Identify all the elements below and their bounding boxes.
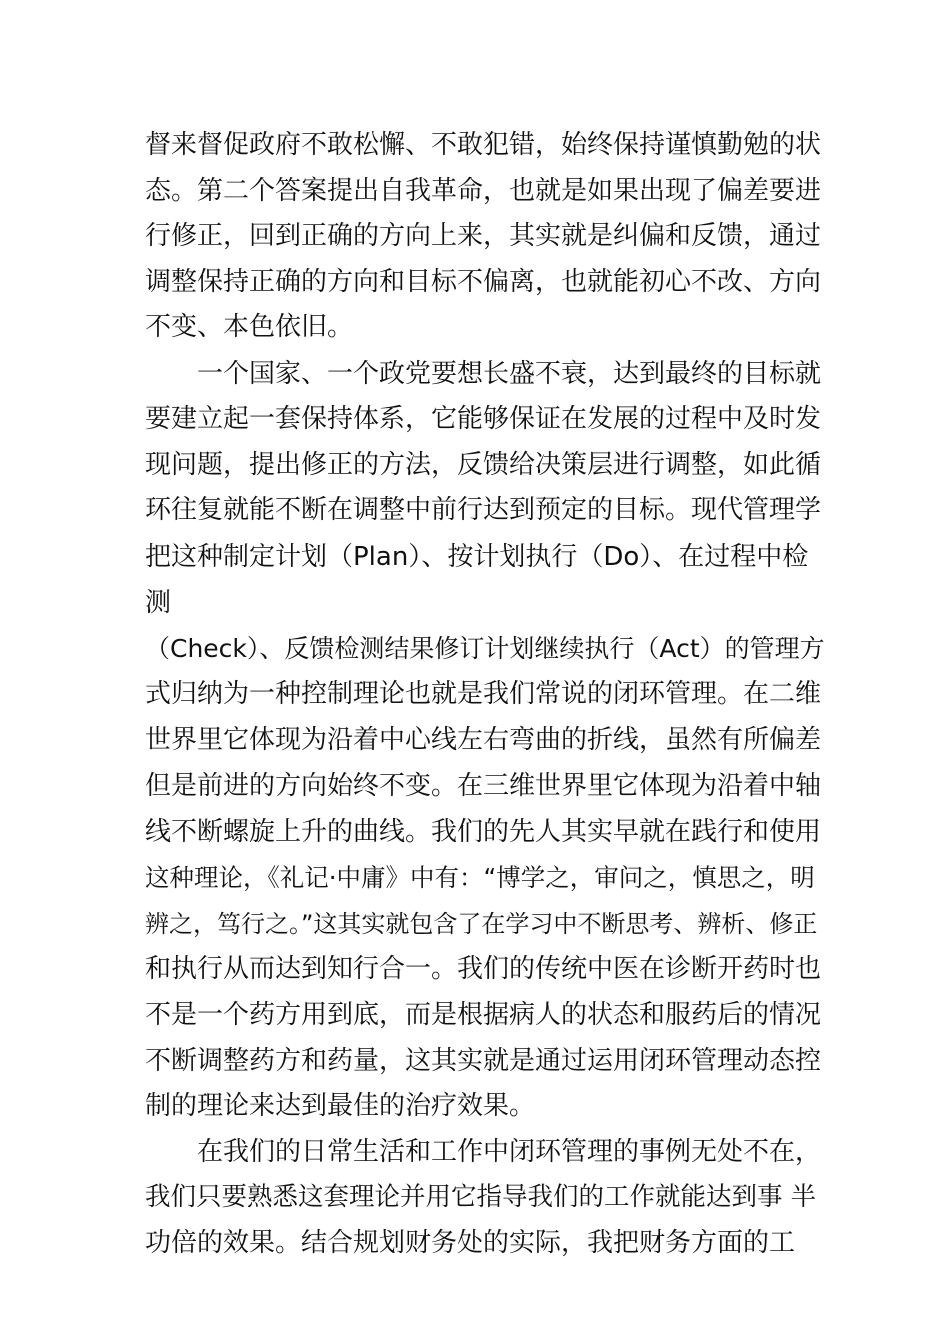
text-line: 和执行从而达到知行合一。我们的传统中医在诊断开药时也: [145, 954, 822, 984]
text-line: 但是前进的方向始终不变。在三维世界里它体现为沿着中轴: [145, 771, 822, 801]
text-line: 调整保持正确的方向和目标不偏离，也就能初心不改、方向: [145, 267, 822, 297]
text-line: 测: [145, 588, 172, 618]
text-line: 世界里它体现为沿着中心线左右弯曲的折线，虽然有所偏差: [145, 725, 822, 755]
text-line: 督来督促政府不敢松懈、不敢犯错，始终保持谨慎勤勉的状: [145, 130, 822, 160]
text-line: 现问题，提出修正的方法，反馈给决策层进行调整，如此循: [145, 450, 822, 480]
paragraph-first-line: 一个国家、一个政党要想长盛不衰，达到最终的目标就: [197, 359, 822, 389]
text-line: 线不断螺旋上升的曲线。我们的先人其实早就在践行和使用: [145, 817, 822, 847]
text-line: 行修正，回到正确的方向上来，其实就是纠偏和反馈，通过: [145, 221, 822, 251]
text-line: 式归纳为一种控制理论也就是我们常说的闭环管理。在二维: [145, 679, 822, 709]
text-line: 功倍的效果。结合规划财务处的实际，我把财务方面的工: [145, 1228, 796, 1258]
text-line: 不断调整药方和药量，这其实就是通过运用闭环管理动态控: [145, 1046, 822, 1076]
text-line: 要建立起一套保持体系，它能够保证在发展的过程中及时发: [145, 404, 822, 434]
text-line: （Check）、反馈检测结果修订计划继续执行（Act）的管理方: [145, 634, 825, 663]
paragraph-first-line: 在我们的日常生活和工作中闭环管理的事例无处不在，: [197, 1137, 822, 1167]
text-line: 环往复就能不断在调整中前行达到预定的目标。现代管理学: [145, 495, 822, 525]
text-line: 我们只要熟悉这套理论并用它指导我们的工作就能达到事 半: [145, 1182, 817, 1212]
text-line: 不是一个药方用到底，而是根据病人的状态和服药后的情况: [145, 1000, 822, 1030]
text-line: 制的理论来达到最佳的治疗效果。: [145, 1091, 536, 1121]
text-line: 把这种制定计划（Plan）、按计划执行（Do）、在过程中检: [145, 542, 809, 572]
text-line: 这种理论，《礼记·中庸》中有：“博学之，审问之，慎思之，明: [145, 863, 815, 892]
text-line: 辨之，笃行之。”这其实就包含了在学习中不断思考、辨析、修正: [145, 910, 818, 938]
text-line: 态。第二个答案提出自我革命，也就是如果出现了偏差要进: [145, 176, 822, 206]
text-line: 不变、本色依旧。: [145, 312, 354, 342]
